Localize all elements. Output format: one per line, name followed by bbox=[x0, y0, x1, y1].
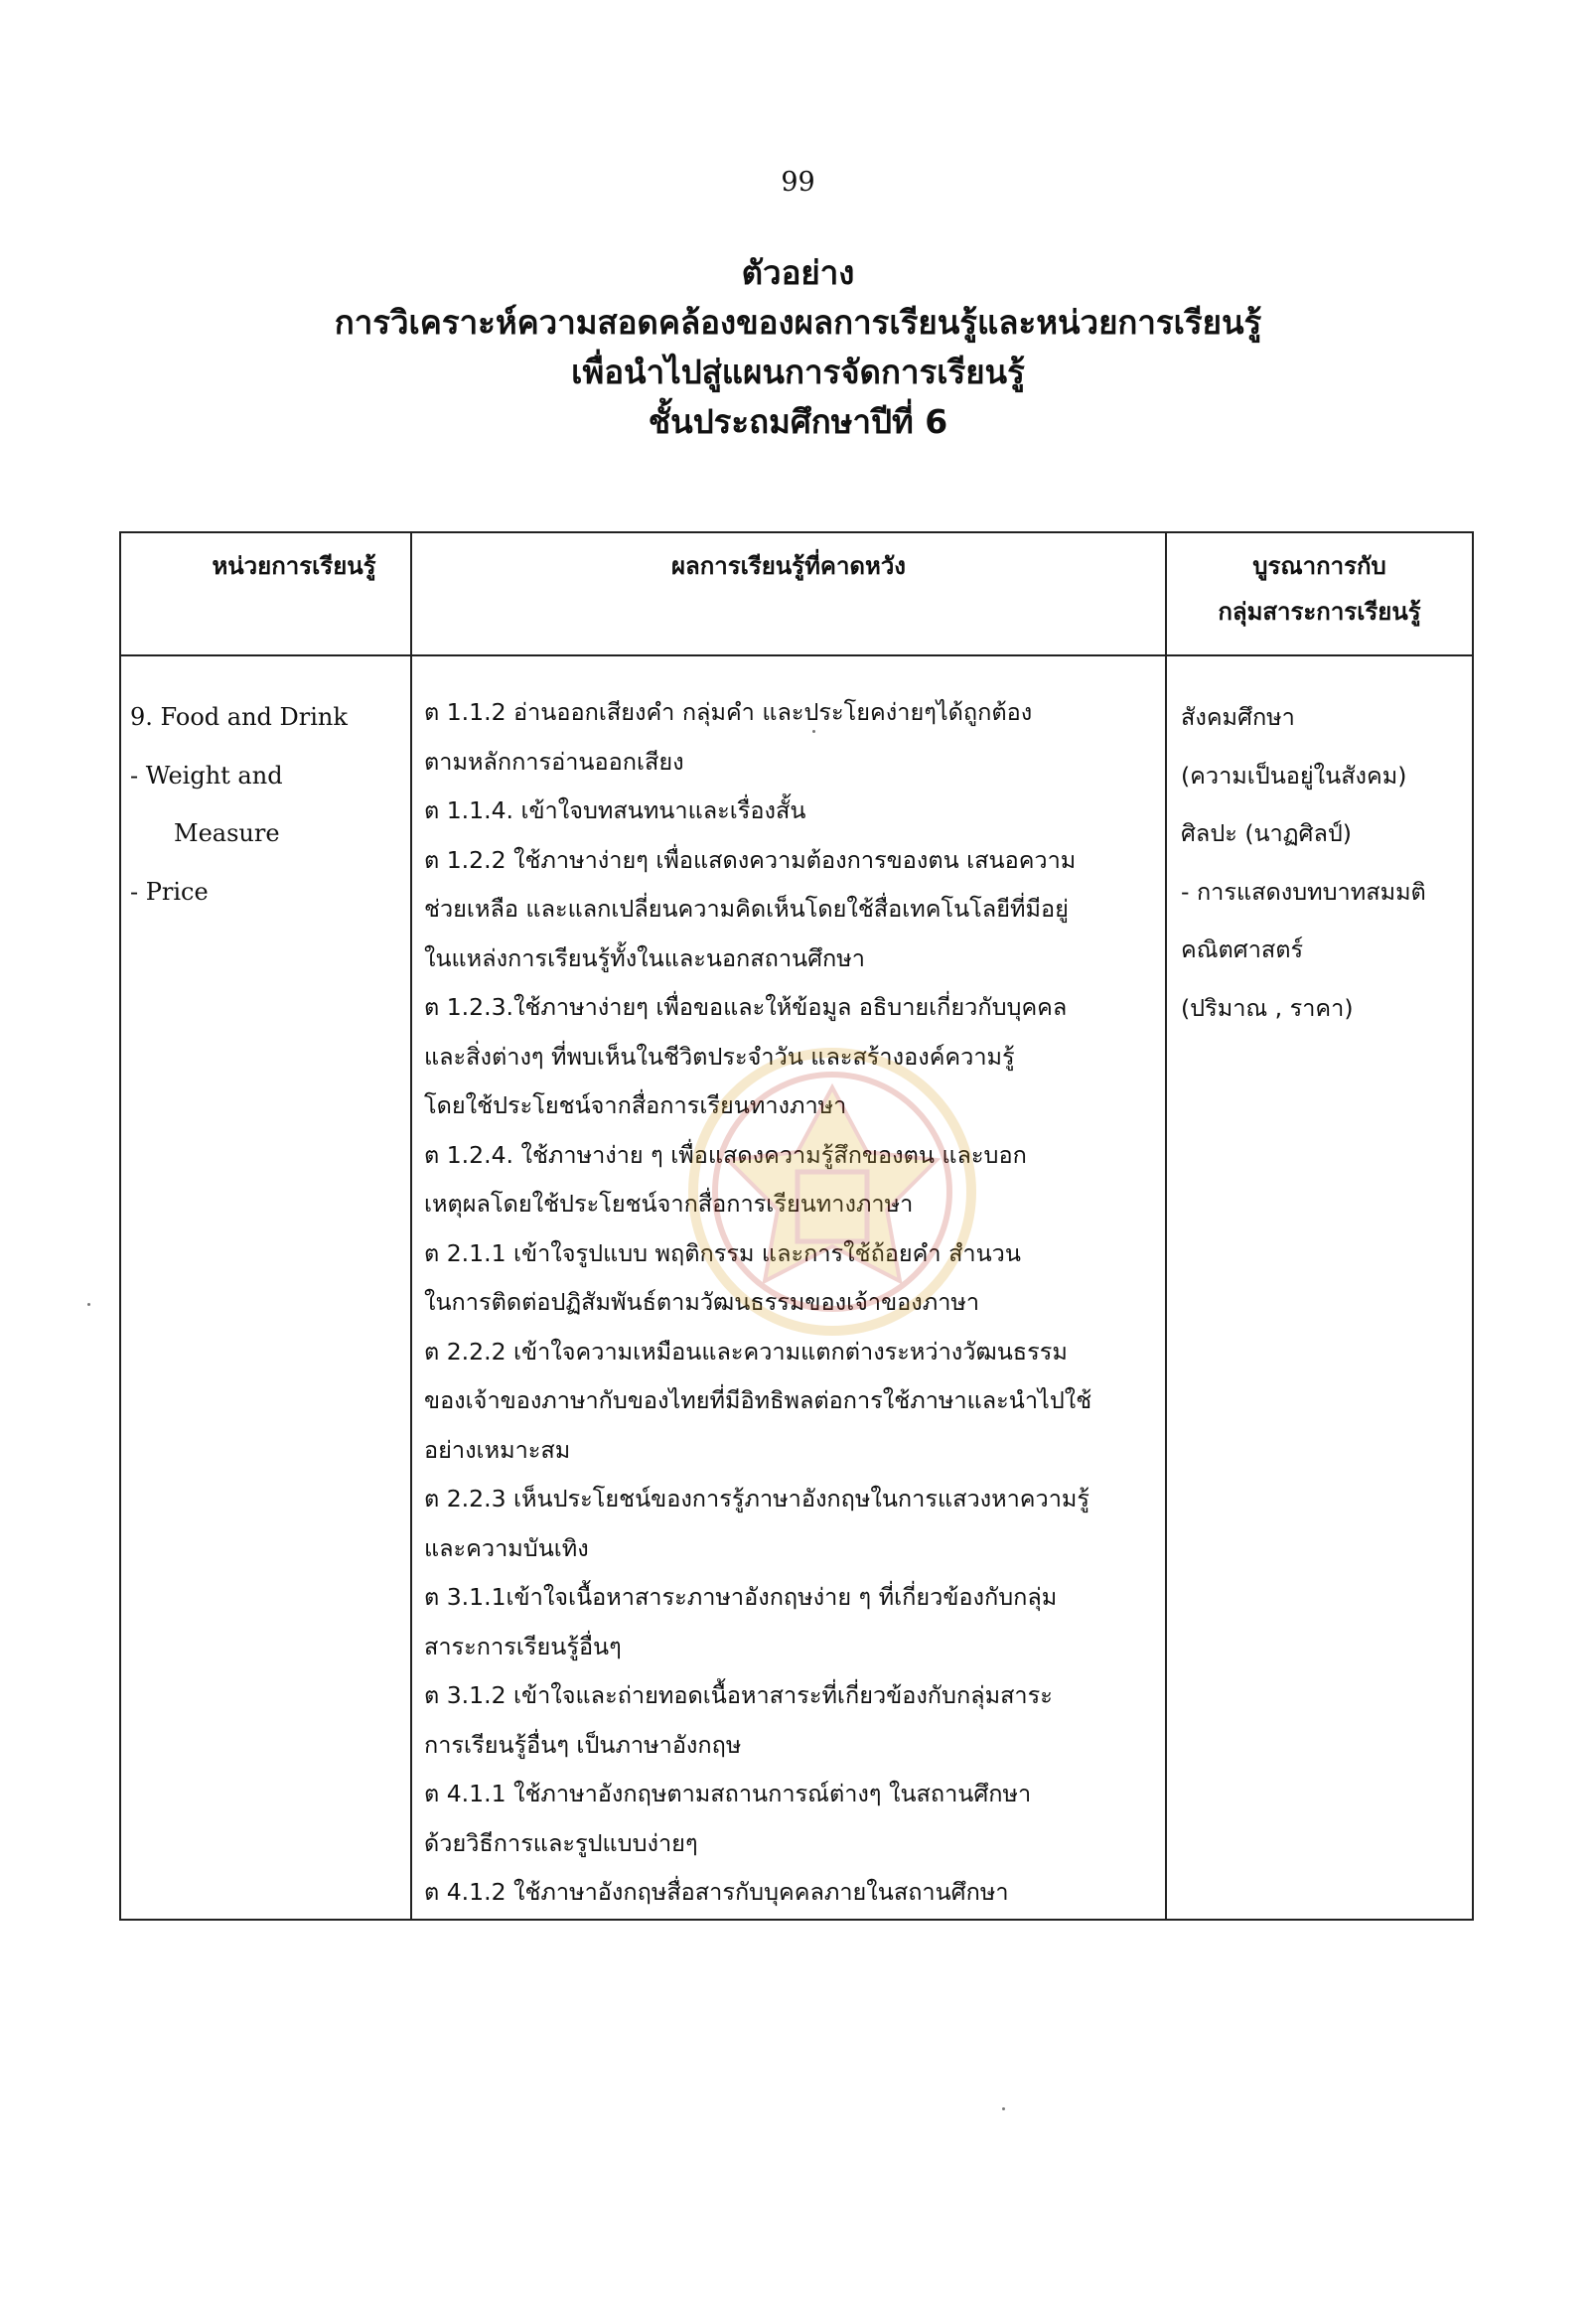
header-integration-line: บูรณาการกับ bbox=[1252, 552, 1386, 580]
table-header-row bbox=[120, 532, 1473, 655]
outcome-line: อย่างเหมาะสม bbox=[424, 1435, 571, 1464]
outcome-line: ต 2.2.3 เห็นประโยชน์ของการรู้ภาษาอังกฤษในการแสวงหาความรู้ bbox=[424, 1485, 1090, 1512]
document-title bbox=[0, 248, 1596, 447]
title-line: ชั้นประถมศึกษาปีที่ 6 bbox=[648, 402, 948, 441]
title-line: ตัวอย่าง bbox=[741, 253, 855, 292]
outcome-line: ตามหลักการอ่านออกเสียง bbox=[424, 747, 684, 776]
outcome-line: ต 1.2.4. ใช้ภาษาง่าย ๆ เพื่อแสดงความรู้สึกของตน และบอก bbox=[424, 1140, 1027, 1169]
unit-line: Measure bbox=[174, 819, 280, 847]
outcome-line: ต 4.1.2 ใช้ภาษาอังกฤษสื่อสารกับบุคคลภายในสถานศึกษา bbox=[424, 1878, 1009, 1906]
outcome-line: ด้วยวิธีการและรูปแบบง่ายๆ bbox=[424, 1828, 698, 1857]
header-integration bbox=[1166, 532, 1473, 655]
integration-line: คณิตศาสตร์ bbox=[1181, 936, 1304, 963]
outcome-line: ต 2.2.2 เข้าใจความเหมือนและความแตกต่างระหว่างวัฒนธรรม bbox=[424, 1337, 1068, 1366]
scan-speck bbox=[87, 1303, 90, 1306]
outcome-line: ต 1.2.3.ใช้ภาษาง่ายๆ เพื่อขอและให้ข้อมูล อธิบายเกี่ยวกับบุคคล bbox=[424, 993, 1068, 1021]
scan-speck bbox=[812, 730, 815, 733]
outcome-line: ต 3.1.2 เข้าใจและถ่ายทอดเนื้อหาสาระที่เกี่ยวข้องกับกลุ่มสาระ bbox=[424, 1681, 1053, 1709]
header-learning-unit: หน่วยการเรียนรู้ bbox=[120, 532, 411, 655]
integration-line: สังคมศึกษา bbox=[1181, 703, 1295, 731]
title-line: การวิเคราะห์ความสอดคล้องของผลการเรียนรู้และหน่วยการเรียนรู้ bbox=[334, 303, 1262, 342]
outcome-line: ช่วยเหลือ และแลกเปลี่ยนความคิดเห็นโดยใช้สื่อเทคโนโลยีที่มีอยู่ bbox=[424, 895, 1069, 923]
outcome-line: ต 3.1.1เข้าใจเนื้อหาสาระภาษาอังกฤษง่าย ๆ ที่เกี่ยวข้องกับกลุ่ม bbox=[424, 1583, 1058, 1611]
outcome-line: สาระการเรียนรู้อื่นๆ bbox=[424, 1632, 622, 1660]
integration-line: - การแสดงบทบาทสมมติ bbox=[1181, 877, 1426, 906]
unit-line: 9. Food and Drink bbox=[130, 703, 348, 731]
integration-line: (ความเป็นอยู่ในสังคม) bbox=[1181, 761, 1407, 790]
outcome-line: ต 4.1.1 ใช้ภาษาอังกฤษตามสถานการณ์ต่างๆ ในสถานศึกษา bbox=[424, 1780, 1032, 1807]
scan-speck bbox=[1002, 2107, 1005, 2110]
learning-unit-cell bbox=[120, 655, 411, 1920]
integration-cell bbox=[1166, 655, 1473, 1920]
header-integration-line: กลุ่มสาระการเรียนรู้ bbox=[1218, 598, 1421, 626]
outcome-line: เหตุผลโดยใช้ประโยชน์จากสื่อการเรียนทางภาษา bbox=[424, 1190, 914, 1218]
outcome-line: ของเจ้าของภาษากับของไทยที่มีอิทธิพลต่อการใช้ภาษาและนำไปใช้ bbox=[424, 1386, 1092, 1414]
outcome-line: ในแหล่งการเรียนรู้ทั้งในและนอกสถานศึกษา bbox=[424, 943, 865, 972]
header-expected-outcomes: ผลการเรียนรู้ที่คาดหวัง bbox=[411, 532, 1166, 655]
expected-outcomes-cell bbox=[411, 655, 1166, 1920]
outcome-line: และสิ่งต่างๆ ที่พบเห็นในชีวิตประจำวัน และสร้างองค์ความรู้ bbox=[424, 1042, 1015, 1071]
outcome-line: ต 1.2.2 ใช้ภาษาง่ายๆ เพื่อแสดงความต้องการของตน เสนอความ bbox=[424, 845, 1077, 874]
outcome-line: โดยใช้ประโยชน์จากสื่อการเรียนทางภาษา bbox=[424, 1091, 847, 1119]
outcome-line: และความบันเทิง bbox=[424, 1533, 589, 1562]
outcome-line: ต 2.1.1 เข้าใจรูปแบบ พฤติกรรม และการใช้ถ้อยคำ สำนวน bbox=[424, 1238, 1021, 1267]
title-line: เพื่อนำไปสู่แผนการจัดการเรียนรู้ bbox=[571, 353, 1025, 391]
table-row bbox=[120, 655, 1473, 1920]
analysis-table bbox=[119, 531, 1474, 1921]
integration-line: (ปริมาณ , ราคา) bbox=[1181, 993, 1354, 1022]
integration-line: ศิลปะ (นาฏศิลป์) bbox=[1181, 819, 1352, 847]
outcome-line: การเรียนรู้อื่นๆ เป็นภาษาอังกฤษ bbox=[424, 1730, 742, 1759]
outcome-line: ในการติดต่อปฏิสัมพันธ์ตามวัฒนธรรมของเจ้าของภาษา bbox=[424, 1288, 980, 1316]
unit-line: - Weight and bbox=[130, 761, 283, 790]
outcome-line: ต 1.1.4. เข้าใจบทสนทนาและเรื่องสั้น bbox=[424, 796, 806, 824]
unit-line: - Price bbox=[130, 877, 209, 906]
page-number: 99 bbox=[781, 167, 815, 198]
outcome-line: ต 1.1.2 อ่านออกเสียงคำ กลุ่มคำ และประโยคง่ายๆได้ถูกต้อง bbox=[424, 698, 1033, 726]
